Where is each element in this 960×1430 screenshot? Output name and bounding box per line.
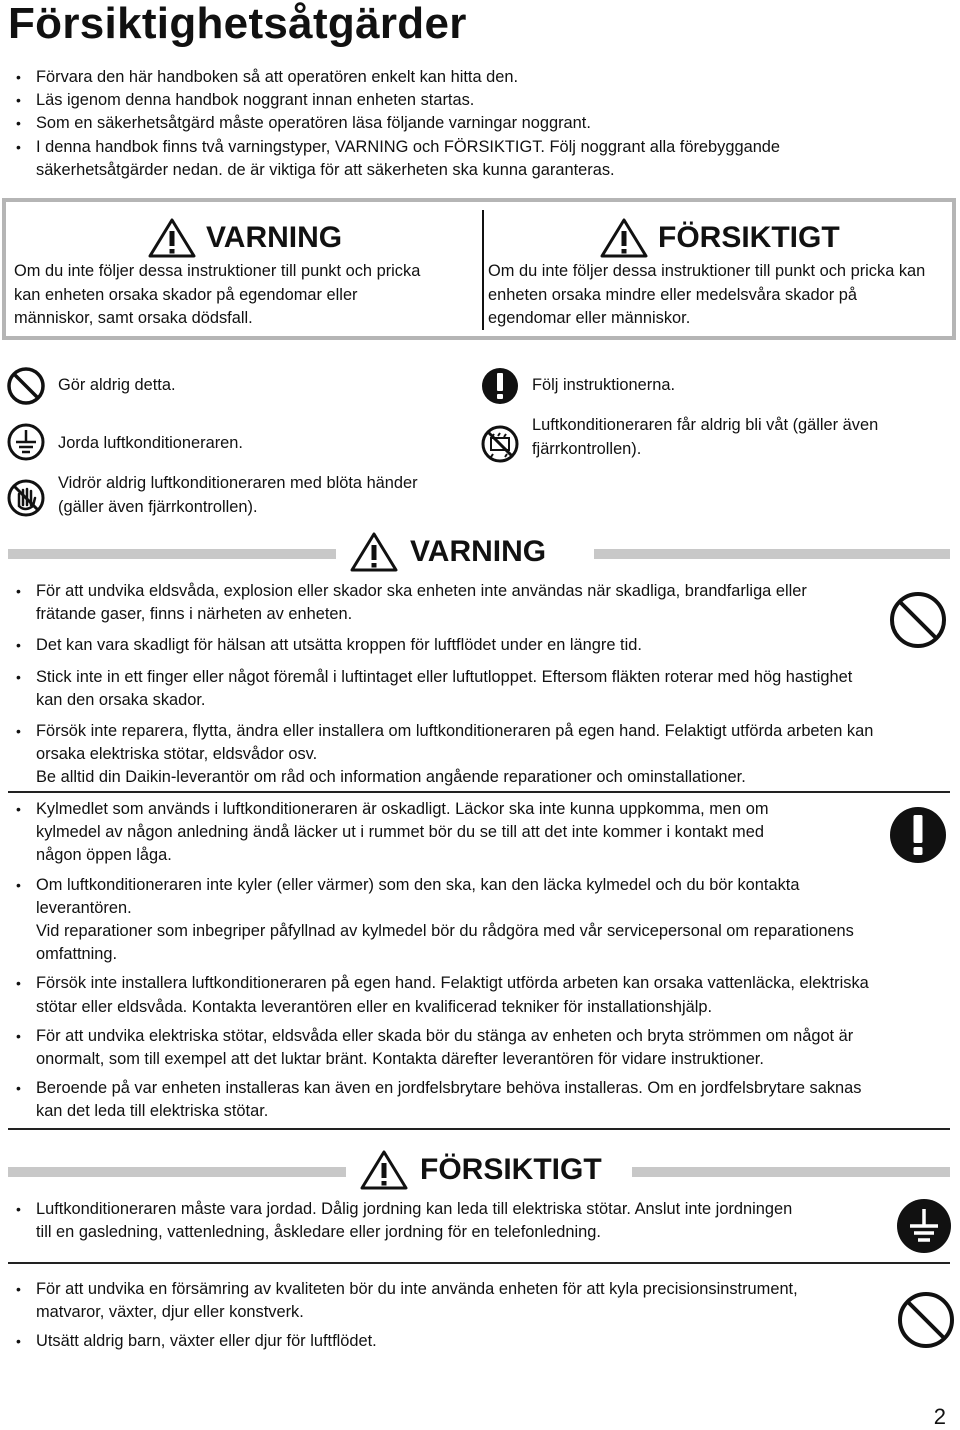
- warning-section-triangle-icon: [350, 532, 398, 572]
- bullet-line: • Om luftkonditioneraren inte kyler (eller värmer) som den ska, kan den läcka kylmedel och du bör kontakta: [36, 875, 800, 894]
- legend-wet-hands-text: [58, 472, 418, 519]
- earth-icon: [6, 422, 46, 462]
- warning-heading-text: VARNING: [206, 221, 343, 254]
- warning-section-heading: [336, 532, 560, 572]
- caution-earth-icon: [896, 1198, 952, 1254]
- bullet-item: [8, 1330, 888, 1353]
- bullet-line: • Luftkonditioneraren måste vara jordad. Dålig jordning kan leda till elektriska stötar. Anslut inte jordningen: [36, 1200, 793, 1218]
- caution-inner-divider: [8, 1262, 950, 1264]
- legend-line: (gäller även fjärrkontrollen).: [58, 497, 258, 516]
- bullet-line: • I denna handbok finns två varningstyper, VARNING och FÖRSIKTIGT. Följ noggrant alla förebyggande: [36, 137, 781, 156]
- bullet-line: till en gasledning, vattenledning, åskledare eller jordning för en telefonledning.: [36, 1223, 601, 1242]
- warning-instruction-list: [8, 798, 944, 1124]
- legend-instruction: [480, 366, 675, 406]
- bullet-line: • Läs igenom denna handbok noggrant innan enheten startas.: [36, 91, 475, 110]
- caution-section-triangle-icon: [360, 1150, 408, 1190]
- bullet-line: Be alltid din Daikin-leverantör om råd och information angående reparationer och ominstallationer.: [36, 768, 746, 787]
- bullet-item: [8, 972, 944, 1018]
- bullet-line: kan det leda till elektriska stötar.: [36, 1102, 269, 1121]
- warning-definition-text: [14, 260, 474, 331]
- bullet-item: [8, 1198, 888, 1244]
- bullet-line: leverantören.: [36, 898, 132, 917]
- bullet-item: [8, 1025, 944, 1071]
- caution-prohibit-list: [8, 1278, 888, 1354]
- bullet-line: • För att undvika eldsvåda, explosion eller skador ska enheten inte användas när skadliga, brandfarliga eller: [36, 582, 807, 600]
- bullet-line: • Stick inte in ett finger eller något föremål i luftintaget eller luftutloppet. Eftersom fläkten roterar med hög hastighet: [36, 667, 853, 686]
- bullet-line: matvaror, växter, djur eller konstverk.: [36, 1303, 304, 1322]
- definition-line: egendomar eller människor.: [488, 309, 691, 327]
- bullet-line: • Försök inte installera luftkonditioneraren på egen hand. Felaktigt utförda arbeten kan orsaka vattenläcka, elektriska: [36, 974, 869, 993]
- bullet-line: frätande gaser, finns i närheten av enheten.: [36, 605, 353, 624]
- bullet-item: [8, 634, 944, 657]
- caution-section-bar-left: [8, 1167, 348, 1177]
- bullet-line: Vid reparationer som inbegriper påfyllnad av kylmedel bör du rådgöra med vår servicepersonal om reparationens: [36, 922, 854, 941]
- bullet-item: [8, 66, 948, 89]
- legend-instruction-text: Följ instruktionerna.: [532, 376, 676, 394]
- bullet-line: omfattning.: [36, 945, 118, 964]
- bullet-item: [8, 136, 948, 182]
- bullet-line: stötar eller eldsvåda. Kontakta leverantören eller en kvalificerad tekniker för installationshjälp.: [36, 997, 713, 1016]
- page-title: Försiktighetsåtgärder: [8, 0, 467, 48]
- caution-section-bar-right: [632, 1167, 950, 1177]
- prohibition-icon: [6, 366, 46, 406]
- no-water-icon: [480, 424, 520, 464]
- page-number: 2: [933, 1404, 946, 1429]
- caution-heading-text: FÖRSIKTIGT: [658, 221, 840, 254]
- bullet-item: [8, 89, 948, 112]
- bullet-item: [8, 1077, 944, 1123]
- legend-wet-hands: [6, 472, 418, 519]
- bullet-line: kan den orsaka skador.: [36, 690, 206, 709]
- bullet-line: • Utsätt aldrig barn, växter eller djur för luftflödet.: [36, 1332, 377, 1351]
- caution-prohibition-icon: [896, 1290, 956, 1350]
- legend-line: fjärrkontrollen).: [532, 439, 642, 458]
- legend-line: Luftkonditioneraren får aldrig bli våt (gäller även: [532, 416, 879, 434]
- definition-line: Om du inte följer dessa instruktioner till punkt och pricka kan: [488, 262, 926, 280]
- definition-divider: [482, 210, 484, 330]
- bullet-item: [8, 720, 944, 790]
- bullet-line: • Förvara den här handboken så att operatören enkelt kan hitta den.: [36, 68, 519, 86]
- warning-triangle-icon: [148, 218, 196, 258]
- bullet-item: [8, 666, 944, 712]
- legend-earth: [6, 422, 243, 462]
- no-wet-hands-icon: [6, 478, 46, 518]
- bullet-line: • För att undvika elektriska stötar, eldsvåda eller skada bör du stänga av enheten och bryta strömmen om något är: [36, 1026, 854, 1045]
- warning-section-bar-right: [594, 549, 950, 559]
- bullet-line: onormalt, som till exempel att det luktar bränt. Kontakta därefter leverantören för vidare instruktioner.: [36, 1050, 764, 1069]
- bullet-line: • Som en säkerhetsåtgärd måste operatören läsa följande varningar noggrant.: [36, 114, 591, 133]
- definition-line: Om du inte följer dessa instruktioner till punkt och pricka: [14, 262, 421, 280]
- bullet-line: • Kylmedlet som används i luftkonditioneraren är oskadligt. Läckor ska inte kunna uppkomma, men om: [36, 800, 769, 818]
- definition-box: [2, 198, 956, 340]
- warning-prohibition-icon: [888, 590, 948, 650]
- definition-line: kan enheten orsaka skador på egendomar eller: [14, 285, 358, 304]
- legend-no-water: [480, 414, 878, 464]
- bullet-item: [8, 1278, 888, 1324]
- bullet-line: • Beroende på var enheten installeras kan även en jordfelsbrytare behöva installeras. Om en jordfelsbrytare saknas: [36, 1079, 862, 1098]
- warning-section-end-rule: [8, 1128, 950, 1130]
- instruction-icon: [480, 366, 520, 406]
- bullet-item: [8, 798, 944, 868]
- bullet-line: orsaka elektriska stötar, eldsvådor osv.: [36, 745, 318, 764]
- intro-list: [8, 66, 948, 182]
- bullet-line: • Försök inte reparera, flytta, ändra eller installera om luftkonditioneraren på egen hand. Felaktigt utförda arbeten kan: [36, 722, 874, 741]
- bullet-item: [8, 874, 944, 967]
- legend-line: Vidrör aldrig luftkonditioneraren med blöta händer: [58, 474, 418, 492]
- legend-no-water-text: [532, 414, 878, 461]
- bullet-line: kylmedel av någon anledning ändå läcker ut i rummet bör du se till att det inte kommer i kontakt med: [36, 823, 764, 842]
- bullet-line: säkerhetsåtgärder nedan. de är viktiga för att säkerheten ska kunna garanteras.: [36, 160, 615, 179]
- definition-line: människor, samt orsaka dödsfall.: [14, 309, 253, 327]
- warning-section-bar-left: [8, 549, 338, 559]
- legend-prohibit: [6, 366, 176, 406]
- definition-line: enheten orsaka mindre eller medelsvåra skador på: [488, 285, 857, 304]
- bullet-line: någon öppen låga.: [36, 846, 172, 865]
- warning-definition-heading: [148, 218, 342, 258]
- warning-inner-divider: [8, 791, 950, 793]
- caution-definition-heading: [600, 218, 840, 258]
- bullet-line: • Det kan vara skadligt för hälsan att utsätta kroppen för luftflödet under en längre tid.: [36, 636, 642, 655]
- caution-section-heading: [346, 1150, 616, 1190]
- caution-definition-text: [488, 260, 952, 331]
- caution-triangle-icon: [600, 218, 648, 258]
- warning-instruction-icon: [888, 805, 948, 865]
- bullet-line: • För att undvika en försämring av kvaliteten bör du inte använda enheten för att kyla precisionsinstrument,: [36, 1280, 798, 1298]
- bullet-item: [8, 580, 944, 626]
- legend-earth-text: Jorda luftkonditioneraren.: [58, 434, 243, 452]
- caution-earth-list: [8, 1198, 888, 1244]
- warning-prohibit-list: [8, 580, 944, 790]
- warning-section-heading-text: VARNING: [410, 535, 547, 568]
- bullet-item: [8, 112, 948, 135]
- caution-section-heading-text: FÖRSIKTIGT: [420, 1153, 602, 1186]
- legend-prohibit-text: Gör aldrig detta.: [58, 376, 176, 394]
